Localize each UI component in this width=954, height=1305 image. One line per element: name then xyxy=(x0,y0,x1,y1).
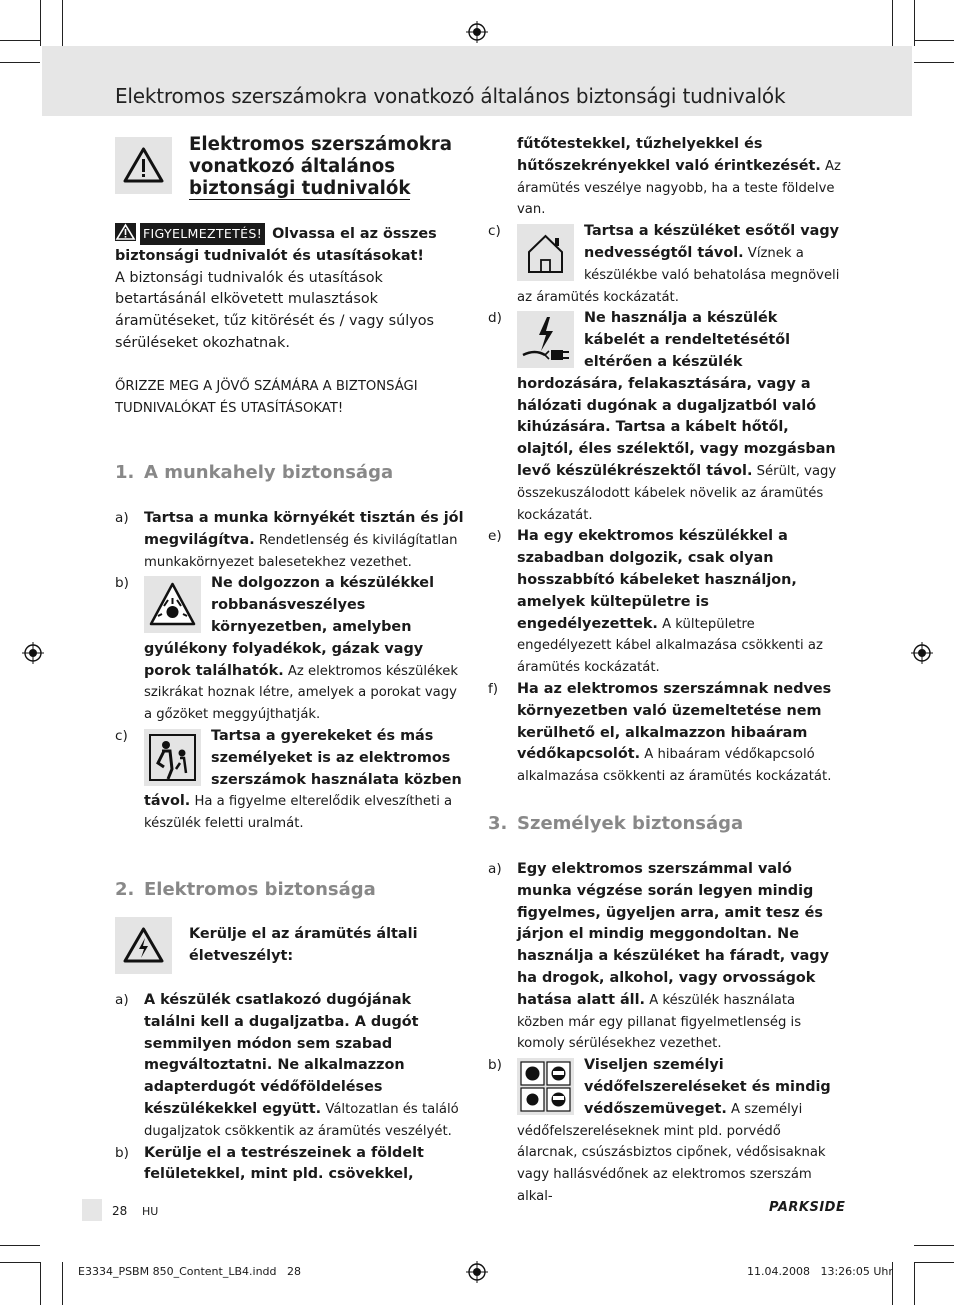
list-item xyxy=(488,221,843,308)
item-bold: fűtőtestekkel, tűzhelyekkel és hűtőszekrényekkel való érintkezését. xyxy=(517,136,821,174)
list-item xyxy=(115,573,465,726)
protective-equipment-icon xyxy=(517,1058,574,1115)
registration-mark-icon xyxy=(466,21,488,43)
list-item xyxy=(488,308,843,526)
section-1-items xyxy=(115,508,465,835)
item-label: c) xyxy=(488,223,501,240)
item-text: Változatlan és találó dugaljzatok csökkentik az áramütés veszélyét. xyxy=(144,1101,459,1139)
main-title-line: vonatkozó általános xyxy=(189,156,396,177)
item-text: Az elektromos készülékek szikrákat hoznak létre, amelyek a porokat vagy a gőzöket meggyújthatják. xyxy=(144,663,459,723)
section-title: Személyek biztonsága xyxy=(517,813,744,834)
crop-mark xyxy=(0,1262,40,1263)
list-item xyxy=(488,859,843,1055)
item-bold: Viseljen személyi védőfelszereléseket és mindig védőszemüveget. xyxy=(584,1057,831,1117)
list-item xyxy=(488,1055,843,1208)
print-date: 11.04.2008 13:26:05 Uhr xyxy=(747,1265,893,1278)
high-voltage-icon xyxy=(115,917,172,974)
section-2-intro: Kerülje el az áramütés általi életveszélyt: xyxy=(189,926,418,964)
section-title: Elektromos biztonsága xyxy=(144,879,376,900)
language-code: HU xyxy=(142,1205,159,1218)
section-2-items-left xyxy=(115,990,465,1186)
crop-mark xyxy=(62,0,63,46)
item-label: b) xyxy=(488,1057,502,1074)
main-title-line: biztonsági tudnivalók xyxy=(189,178,411,199)
list-item-continued xyxy=(488,134,843,221)
warning-icon-box xyxy=(115,137,172,194)
list-item xyxy=(115,1143,465,1187)
crop-mark xyxy=(40,1262,41,1305)
main-title-line: Elektromos szerszámokra xyxy=(189,134,453,155)
electric-warning-icon-box xyxy=(115,917,172,974)
list-item xyxy=(488,679,843,788)
item-bold: Ha egy ekektromos készülékkel a szabadban dolgozik, csak olyan hosszabbító kábeleket használjon, amelyek kültерületre is engedélyezettek. xyxy=(517,528,797,632)
item-label: d) xyxy=(488,310,502,327)
item-bold: A készülék csatlakozó dugójának találni kell a dugaljzatba. A dugót semmilyen módon sem szabad megváltoztatni. Ne alkalmazzon adapterdugót védőföldeléses készülékekkel együtt. xyxy=(144,992,419,1117)
list-item xyxy=(115,508,465,573)
item-bold: Tartsa a gyerekeket és más személyeket is az elektromos szerszámok használata közben távol. xyxy=(144,727,462,810)
page-number: 28 xyxy=(112,1204,128,1218)
section-2-heading xyxy=(115,879,376,900)
crop-mark xyxy=(914,1245,954,1246)
registration-mark-icon xyxy=(466,1261,488,1283)
item-bold: Tartsa a munka környékét tisztán és jól megvilágítva. xyxy=(144,510,464,548)
crop-mark xyxy=(0,40,40,41)
list-item xyxy=(488,526,843,679)
warning-block xyxy=(115,223,465,419)
item-label: f) xyxy=(488,680,499,697)
section-3-items xyxy=(488,859,843,1208)
warning-keep-text: ŐRIZZE MEG A JÖVŐ SZÁMÁRA A BIZTONSÁGI TUDNIVALÓKAT ÉS UTASÍTÁSOKAT! xyxy=(115,378,418,416)
crop-mark xyxy=(914,1262,954,1263)
crop-mark xyxy=(914,40,954,41)
section-title: A munkahely biztonsága xyxy=(144,462,394,483)
section-2-items-right xyxy=(488,134,843,788)
item-bold: Tartsa a készüléket esőtől vagy nedvességtől távol. xyxy=(584,223,840,261)
item-text: Ha a figyelme elterelődik elveszítheti a készülék feletti uralmát. xyxy=(144,794,453,832)
crop-mark xyxy=(0,1245,40,1246)
crop-mark xyxy=(40,0,41,46)
section-1-heading xyxy=(115,462,393,483)
explosion-hazard-icon xyxy=(144,576,201,633)
list-item xyxy=(115,990,465,1143)
item-bold: Ha az elektromos szerszámnak nedves környezetben való üzemeltetése nem kerülhető el, alkalmazzon hibaáram védőkapcsolót. xyxy=(517,680,832,763)
item-bold: Egy elektromos szerszámmal való munka végzése során legyen mindig figyelmes, ügyeljen arra, amit tesz és járjon el mindig meggondoltan. Ne használja a készüléket ha fáradt, vagy ha drogok, alkohol, vagy orvosságok hatása alatt áll. xyxy=(517,861,829,1008)
item-text: Az áramütés veszélye nagyobb, ha a teste földelve van. xyxy=(517,158,841,218)
warning-bold-text: Olvassa el az összes biztonsági tudnivalót és utasításokat! xyxy=(115,226,437,264)
item-text: Rendetlenség és kivilágítatlan munkakörnyezet balesetekhez vezethet. xyxy=(144,532,458,570)
item-label: a) xyxy=(488,861,502,877)
footer-square xyxy=(82,1199,102,1221)
item-label: a) xyxy=(115,510,129,526)
brand-logo: PARKSIDE xyxy=(769,1200,846,1215)
section-3-heading xyxy=(488,813,743,834)
item-text: Víznek a készülékbe való behatolása megnöveli az áramütés kockázatát. xyxy=(517,245,840,305)
item-text: A kültерületre engedélyezett kábel alkalmazása csökkenti az áramütés kockázatát. xyxy=(517,616,823,676)
warning-badge: FIGYELMEZTETÉS! xyxy=(140,223,265,245)
keep-dry-house-icon xyxy=(517,224,574,281)
item-label: a) xyxy=(115,992,129,1008)
item-text: Sérült, vagy összekuszálodott kábelek növelik az áramütés kockázatát. xyxy=(517,463,837,523)
crop-mark xyxy=(914,1262,915,1305)
section-number: 1. xyxy=(115,462,135,483)
item-bold: Ne használja a készülék kábelét a rendeltetésétől eltérően a készülék hordozására, felakasztására, vagy a hálózati dugónak a dugaljzatból való kihúzására. Tartsa a kábelt hőtől, olajtól, éles szélektől, vagy mozgásban levő készülékrészektől távol. xyxy=(517,310,836,479)
registration-mark-icon xyxy=(911,642,933,664)
page-header-title: Elektromos szerszámokra vonatkozó általános biztonsági tudnivalók xyxy=(115,84,786,108)
warning-text: A biztonsági tudnivalók és utasítások betartásánál elkövetett mulasztások áramütéseket, tűz kitörését és / vagy súlyos sérüléseket okozhatnak. xyxy=(115,269,435,351)
item-label: b) xyxy=(115,575,129,592)
section-number: 3. xyxy=(488,813,508,834)
main-section-title xyxy=(189,134,479,200)
item-bold: Kerülje el a testrészeinek a földelt felületekkel, mint pld. csövekkel, xyxy=(144,1144,424,1183)
item-text: A hibaáram védőkapcsoló alkalmazása csökkenti az áramütés kockázatát. xyxy=(517,747,832,785)
item-label: c) xyxy=(115,727,128,744)
list-item xyxy=(115,726,465,835)
section-number: 2. xyxy=(115,879,135,900)
keep-children-away-icon xyxy=(144,729,201,786)
crop-mark xyxy=(62,1262,63,1305)
file-info: E3334_PSBM 850_Content_LB4.indd 28 xyxy=(78,1265,301,1278)
item-bold: Ne dolgozzon a készülékkel robbanásveszélyes környezetben, amelyben gyúlékony folyadékok, gázak vagy porok találhatók. xyxy=(144,575,435,679)
registration-mark-icon xyxy=(22,642,44,664)
crop-mark xyxy=(0,62,40,63)
warning-triangle-icon xyxy=(115,137,172,194)
damaged-cable-icon xyxy=(517,311,574,368)
item-text: A készülék használata közben már egy pillanat figyelmetlenség is komoly sérülésekhez vezethet. xyxy=(517,992,802,1052)
warning-small-icon xyxy=(115,223,136,241)
item-label: e) xyxy=(488,528,502,545)
item-text: A személyi védőfelszereléseknek mint pld. porvédő álarcnak, csúszásbiztos cipőnek, védősisaknak vagy hallásvédőnek az elektromos szerszám alkal- xyxy=(517,1101,826,1204)
crop-mark xyxy=(892,0,893,46)
item-label: b) xyxy=(115,1144,129,1161)
crop-mark xyxy=(914,62,954,63)
